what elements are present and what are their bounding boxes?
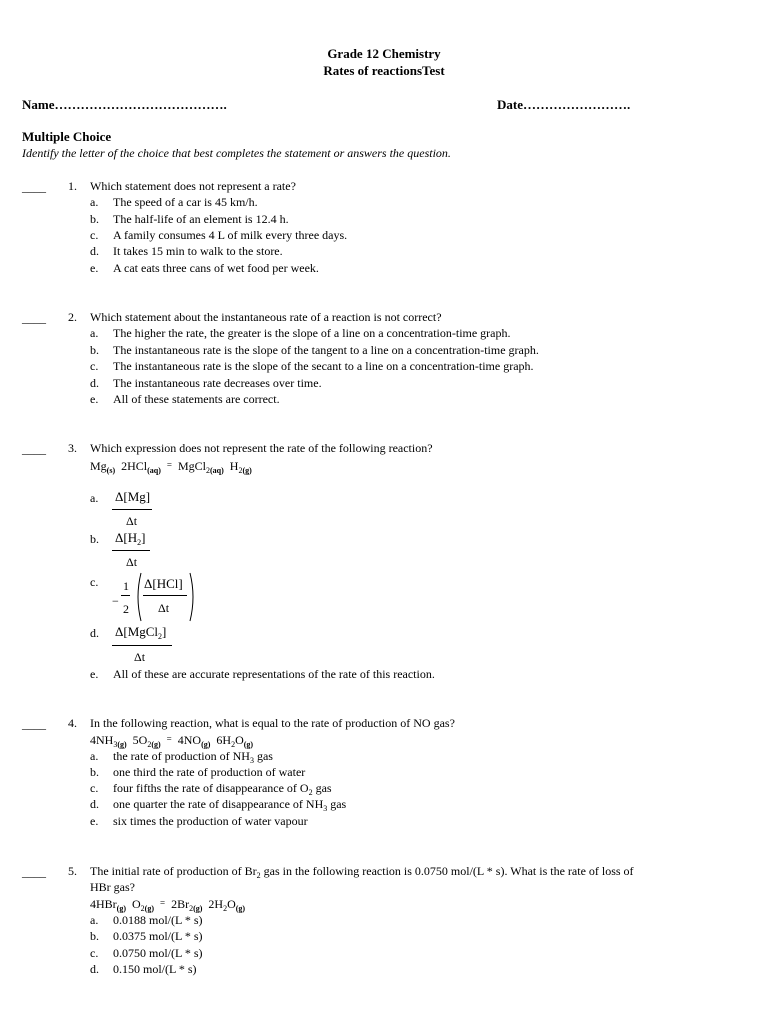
option-letter: b. xyxy=(90,765,99,779)
question-number: 4. xyxy=(68,716,77,730)
page-subtitle: Rates of reactionsTest xyxy=(323,63,445,78)
option-text: 0.150 mol/(L * s) xyxy=(113,962,197,976)
option-letter: b. xyxy=(90,212,99,226)
option-letter: c. xyxy=(90,228,99,242)
answer-blank: ____ xyxy=(22,865,46,879)
minus-sign: − xyxy=(112,594,119,608)
reaction-equation: $4NH_{3(g)}$ $5O_{2(g)} = 4NO_{(g)}$ $6H_2O_{(g)}$ xyxy=(90,733,254,749)
question-number: 1. xyxy=(68,179,77,193)
rate-expression-denominator: Δt xyxy=(134,650,146,664)
option-text: 0.0188 mol/(L * s) xyxy=(113,913,203,927)
question-text: Which statement does not represent a rate? xyxy=(90,179,296,193)
option-text: the rate of production of $NH_3$ gas xyxy=(113,749,273,765)
answer-blank: ____ xyxy=(22,311,46,325)
option-letter: d. xyxy=(90,797,99,811)
option-text: The instantaneous rate decreases over time. xyxy=(113,376,322,390)
rate-expression-numerator: Δ[Mg] xyxy=(115,489,151,504)
rate-expression-numerator: $\Delta[H_2]$ xyxy=(115,530,146,547)
rate-expression-denominator: Δt xyxy=(126,555,138,569)
option-letter: a. xyxy=(90,913,99,927)
right-paren-icon xyxy=(189,572,197,622)
option-letter: d. xyxy=(90,244,99,258)
option-letter: e. xyxy=(90,814,99,828)
option-text: The higher the rate, the greater is the slope of a line on a concentration-time graph. xyxy=(113,326,511,340)
option-text: The speed of a car is 45 km/h. xyxy=(113,195,258,209)
option-letter: b. xyxy=(90,532,99,546)
question-text: In the following reaction, what is equal to the rate of production of NO gas? xyxy=(90,716,455,730)
section-title: Multiple Choice xyxy=(22,129,112,144)
rate-expression-numerator: Δ[HCl] xyxy=(144,576,183,591)
question-number: 5. xyxy=(68,864,77,878)
option-text: one third the rate of production of water xyxy=(113,765,306,779)
answer-blank: ____ xyxy=(22,717,46,731)
fraction-bar xyxy=(143,595,187,596)
option-text: 0.0375 mol/(L * s) xyxy=(113,929,203,943)
option-text: The instantaneous rate is the slope of the secant to a line on a concentration-time graph. xyxy=(113,359,534,373)
option-letter: a. xyxy=(90,491,99,505)
fraction-bar xyxy=(112,550,150,551)
option-text: A family consumes 4 L of milk every three days. xyxy=(113,228,348,242)
left-paren-icon xyxy=(134,572,142,622)
option-letter: c. xyxy=(90,781,99,795)
option-letter: d. xyxy=(90,626,99,640)
option-letter: c. xyxy=(90,359,99,373)
fraction-bar xyxy=(112,509,152,510)
option-letter: e. xyxy=(90,261,99,275)
question-number: 3. xyxy=(68,441,77,455)
option-letter: a. xyxy=(90,326,99,340)
option-text: It takes 15 min to walk to the store. xyxy=(113,244,283,258)
option-letter: e. xyxy=(90,667,99,681)
option-letter: e. xyxy=(90,392,99,406)
instructions: Identify the letter of the choice that best completes the statement or answers the question. xyxy=(22,146,451,160)
option-text: The half-life of an element is 12.4 h. xyxy=(113,212,289,226)
answer-blank: ____ xyxy=(22,442,46,456)
question-number: 2. xyxy=(68,310,77,324)
option-letter: a. xyxy=(90,195,99,209)
option-letter: d. xyxy=(90,376,99,390)
reaction-equation: $Mg_{(s)}$ 2HCl$_{(aq)}$ = MgCl$_{2(aq)}$ $H_{2(g)}$ xyxy=(90,459,252,475)
date-field-label: Date……………………. xyxy=(497,97,631,112)
option-text: 0.0750 mol/(L * s) xyxy=(113,946,203,960)
coefficient-numerator: 1 xyxy=(123,579,129,593)
option-text: All of these are accurate representations of the rate of this reaction. xyxy=(113,667,435,681)
option-letter: c. xyxy=(90,575,99,589)
name-field-label: Name…………………………………. xyxy=(22,97,227,112)
question-text: Which expression does not represent the rate of the following reaction? xyxy=(90,441,433,455)
option-letter: d. xyxy=(90,962,99,976)
question-text-continued: HBr gas? xyxy=(90,880,135,894)
option-text: six times the production of water vapour xyxy=(113,814,308,828)
option-text: four fifths the rate of disappearance of $O_2$ gas xyxy=(113,781,332,797)
option-text: A cat eats three cans of wet food per week. xyxy=(113,261,319,275)
fraction-bar xyxy=(112,645,172,646)
option-letter: b. xyxy=(90,929,99,943)
fraction-bar xyxy=(121,595,130,596)
option-letter: b. xyxy=(90,343,99,357)
option-text: All of these statements are correct. xyxy=(113,392,280,406)
rate-expression-denominator: Δt xyxy=(158,601,170,615)
answer-blank: ____ xyxy=(22,180,46,194)
rate-expression-numerator: Δ[MgCl$_2$] xyxy=(115,624,167,641)
option-letter: a. xyxy=(90,749,99,763)
option-text: one quarter the rate of disappearance of $NH_3$ gas xyxy=(113,797,347,813)
page-title: Grade 12 Chemistry xyxy=(327,46,441,61)
reaction-equation: 4HBr$_{(g)}$ $O_{2(g)} = 2Br_{2(g)}$ $2H_2O_{(g)}$ xyxy=(90,897,246,913)
option-letter: c. xyxy=(90,946,99,960)
option-text: The instantaneous rate is the slope of the tangent to a line on a concentration-time graph. xyxy=(113,343,539,357)
question-text: The initial rate of production of $Br_2$ gas in the following reaction is 0.0750 mol/(L * s). What is the rate of loss of xyxy=(90,864,634,880)
question-text: Which statement about the instantaneous rate of a reaction is not correct? xyxy=(90,310,442,324)
rate-expression-denominator: Δt xyxy=(126,514,138,528)
coefficient-denominator: 2 xyxy=(123,602,129,616)
